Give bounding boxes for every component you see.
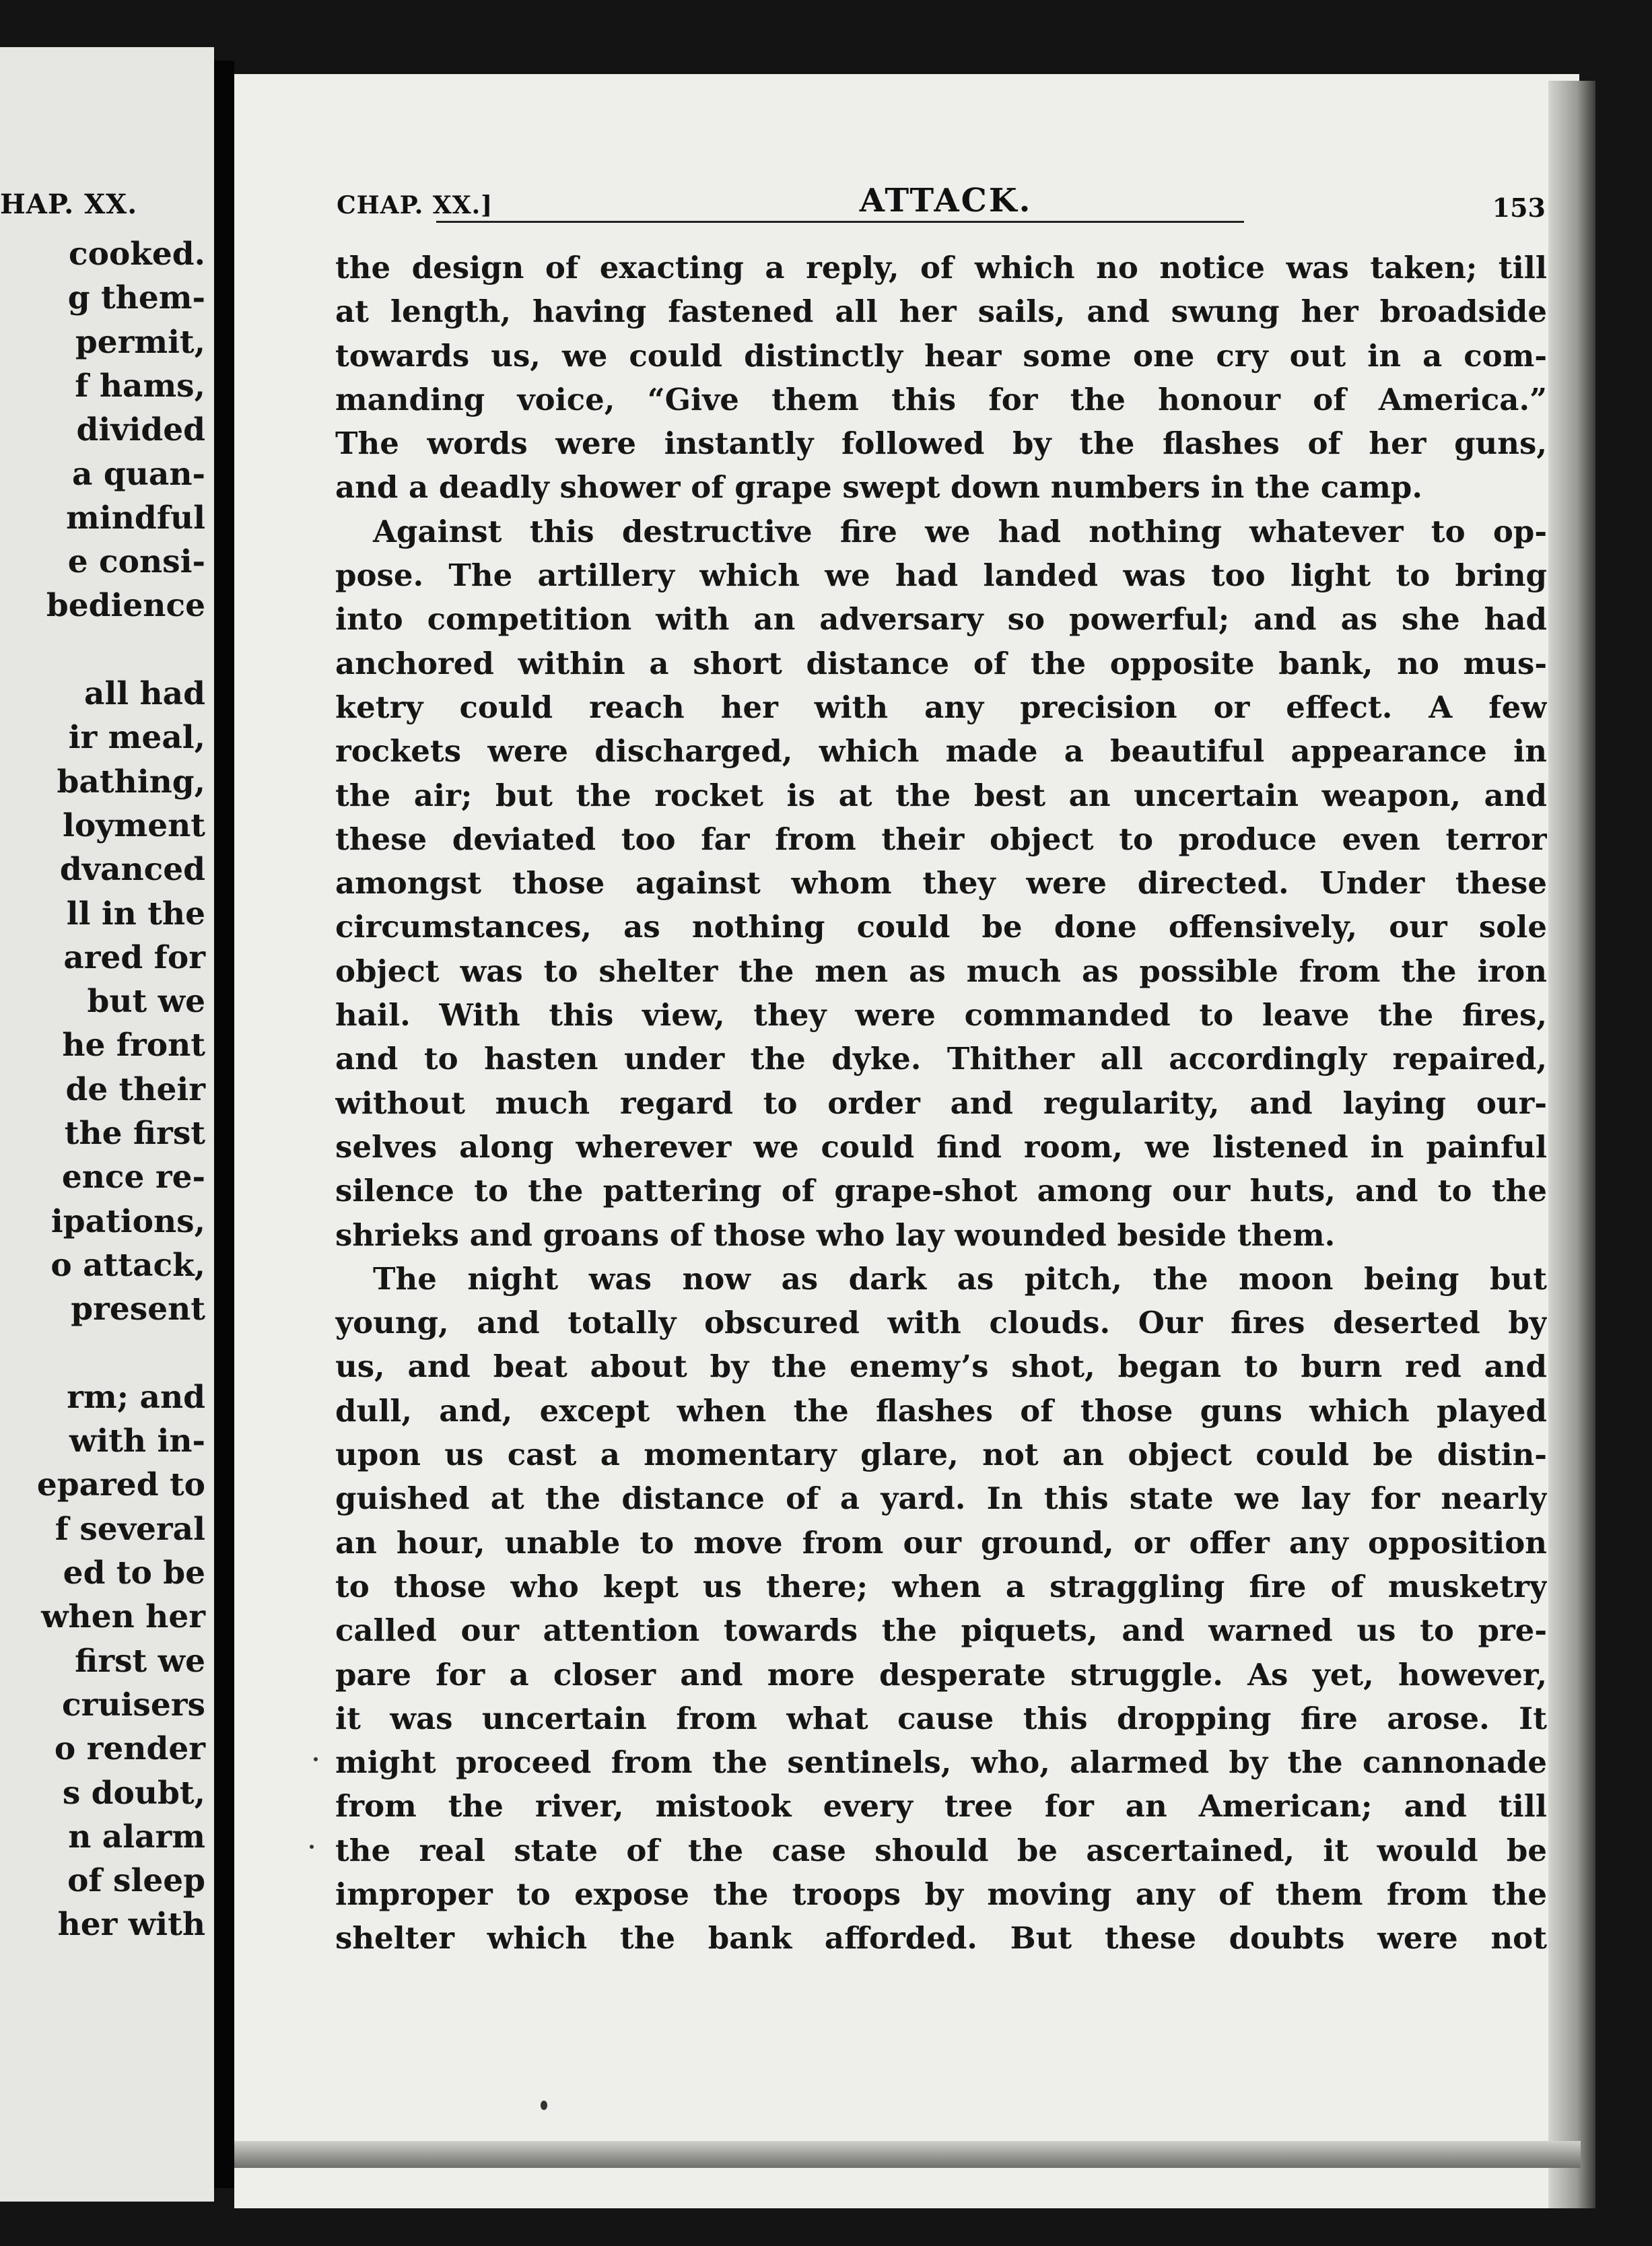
facing-page-line: permit, [75,323,205,361]
text-line: circumstances, as nothing could be done offensively, our sole [335,909,1547,945]
facing-page-line: when her [41,1598,205,1636]
text-line: towards us, we could distinctly hear some one cry out in a com- [335,337,1547,374]
facing-page-line: epared to [36,1466,205,1504]
facing-page-line: o render [54,1730,205,1768]
binding-gutter [214,61,234,2188]
text-line: shelter which the bank afforded. But these doubts were not [335,1920,1547,1956]
facing-page-line: s doubt, [62,1774,205,1812]
text-line: us, and beat about by the enemy’s shot, began to burn red and [335,1349,1547,1385]
facing-page-line: with in- [69,1423,205,1460]
facing-page-line: divided [76,411,205,449]
ink-speck [541,2101,547,2110]
facing-page-line: of sleep [67,1862,205,1900]
text-line: manding voice, “Give them this for the honour of America.” [335,381,1547,417]
text-line: the air; but the rocket is at the best an uncertain weapon, and [335,777,1547,813]
facing-page-line: e consi- [67,543,205,581]
text-line: improper to expose the troops by moving any of them from the [335,1876,1547,1912]
text-line: anchored within a short distance of the opposite bank, no mus- [335,645,1547,681]
facing-page-line: bedience [46,587,205,625]
chapter-label: CHAP. XX.] [337,191,493,219]
text-line: at length, having fastened all her sails, and swung her broadside [335,294,1547,330]
text-line: pare for a closer and more desperate struggle. As yet, however, [335,1656,1547,1693]
facing-page-line: ll in the [66,895,205,932]
text-line: the real state of the case should be ascertained, it would be [335,1832,1547,1868]
facing-page-line: but we [87,983,205,1021]
facing-page-line: ir meal, [68,719,205,757]
text-line: shrieks and groans of those who lay wounded beside them. [335,1217,1336,1253]
text-line: and to hasten under the dyke. Thither all accordingly repaired, [335,1041,1547,1077]
text-line: hail. With this view, they were commanded to leave the fires, [335,997,1547,1033]
ink-speck [310,1845,314,1849]
facing-page-line: present [71,1291,205,1328]
text-line: object was to shelter the men as much as possible from the iron [335,953,1547,989]
text-line: these deviated too far from their object to produce even terror [335,821,1547,857]
text-line: The words were instantly followed by the flashes of her guns, [335,426,1547,462]
text-line: young, and totally obscured with clouds. Our fires deserted by [335,1305,1547,1341]
text-line: selves along wherever we could find room, we listened in painful [335,1128,1547,1165]
facing-page-line: ed to be [63,1555,205,1592]
ink-speck [314,1757,318,1761]
text-line: it was uncertain from what cause this dropping fire arose. It [335,1700,1547,1736]
text-line: silence to the pattering of grape-shot among our huts, and to the [335,1173,1547,1209]
text-line: upon us cast a momentary glare, not an object could be distin- [335,1437,1547,1473]
facing-page-line: g them- [67,279,205,317]
facing-page-line: ence re- [61,1159,205,1196]
facing-page-line: n alarm [68,1818,205,1856]
facing-page-line: o attack, [50,1246,205,1284]
facing-page-line: he front [62,1027,205,1064]
text-line: without much regard to order and regularity, and laying our- [335,1085,1547,1121]
facing-page-line: loyment [62,807,205,844]
facing-page-line: ipations, [50,1202,205,1240]
book-page [234,74,1579,2208]
text-line: to those who kept us there; when a straggling fire of musketry [335,1568,1547,1604]
facing-page [0,47,214,2202]
text-line: from the river, mistook every tree for an American; and till [335,1788,1547,1825]
facing-page-line: f several [55,1510,205,1548]
text-line: and a deadly shower of grape swept down numbers in the camp. [335,469,1423,506]
facing-page-line: all had [83,675,205,712]
page-number: 153 [1492,193,1546,223]
text-line: an hour, unable to move from our ground, or offer any opposition [335,1524,1547,1561]
text-line: called our attention towards the piquets, and warned us to pre- [335,1612,1547,1649]
text-line: into competition with an adversary so powerful; and as she had [335,601,1547,638]
text-line: rockets were discharged, which made a beautiful appearance in [335,733,1547,770]
page-edge [1548,81,1595,2208]
page-bottom-edge [234,2141,1581,2168]
facing-page-line: f hams, [75,367,205,405]
facing-page-text [0,47,205,2202]
text-line: Against this destructive fire we had nothing whatever to op- [373,513,1547,549]
page-title: ATTACK. [859,182,1033,219]
text-line: dull, and, except when the flashes of those guns which played [335,1392,1547,1429]
running-head [337,182,1555,222]
body-text [335,246,1547,1961]
facing-page-line: ared for [63,939,205,976]
facing-page-running-head: HAP. XX. [0,189,138,220]
text-line: guished at the distance of a yard. In this state we lay for nearly [335,1481,1547,1517]
facing-page-line: the first [64,1115,205,1152]
facing-page-line: rm; and [67,1378,205,1416]
facing-page-line: de their [65,1070,205,1108]
facing-page-line: bathing, [57,763,205,801]
facing-page-line: a quan- [72,455,205,493]
facing-page-line: cruisers [62,1686,205,1724]
text-line: amongst those against whom they were directed. Under these [335,865,1547,901]
text-line: might proceed from the sentinels, who, alarmed by the cannonade [335,1744,1547,1781]
facing-page-line: her with [57,1906,205,1944]
text-line: pose. The artillery which we had landed was too light to bring [335,557,1547,594]
facing-page-line: dvanced [59,851,205,889]
text-line: The night was now as dark as pitch, the moon being but [373,1260,1547,1297]
facing-page-line: first we [75,1642,205,1680]
header-rule [436,221,1244,223]
facing-page-line: mindful [66,499,205,537]
text-line: the design of exacting a reply, of which no notice was taken; till [335,250,1547,285]
text-line: ketry could reach her with any precision or effect. A few [335,689,1547,725]
facing-page-line: cooked. [68,236,205,273]
